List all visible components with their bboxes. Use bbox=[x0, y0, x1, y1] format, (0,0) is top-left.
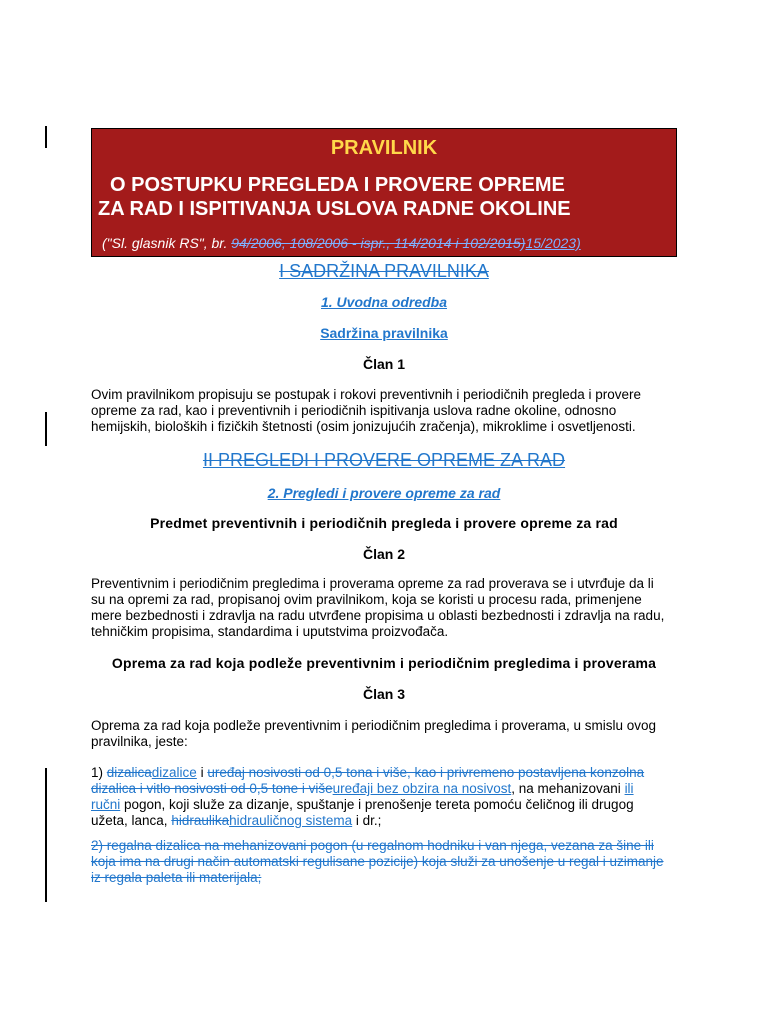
gazette-prefix: ("Sl. glasnik RS", br. bbox=[102, 235, 232, 251]
article-2-row bbox=[91, 546, 677, 564]
document-subtitle-line2: ZA RAD I ISPITIVANJA USLOVA RADNE OKOLINE bbox=[98, 198, 571, 220]
plain-text: , na mehanizovani bbox=[511, 781, 625, 796]
gazette-inserted[interactable]: 15/2023) bbox=[525, 235, 581, 251]
section2-subheading[interactable]: 2. Pregledi i provere opreme za rad bbox=[267, 485, 501, 501]
inserted-text[interactable]: ručni bbox=[91, 797, 121, 812]
text-line: Preventivnim i periodičnim pregledima i proverama opreme za rad proverava se i utvrđuje da li bbox=[91, 576, 654, 591]
item-number: 1) bbox=[91, 765, 107, 780]
text-line: su na opremi za rad, propisanoj ovim pravilnikom, koja se koristi u procesu rada, primenjene bbox=[91, 592, 642, 607]
text-line: Ovim pravilnikom propisuju se postupak i rokovi preventivnih i periodičnih pregleda i provere bbox=[91, 387, 642, 402]
section2-sub-row bbox=[91, 485, 677, 503]
section3-bold-heading: Oprema za rad koja podleže preventivnim i periodičnim pregledima i proverama bbox=[111, 655, 657, 671]
article-3-item-1 bbox=[91, 765, 691, 829]
text-line bbox=[91, 797, 691, 813]
section1-heading[interactable]: I SADRŽINA PRAVILNIKA bbox=[279, 261, 489, 281]
plain-text: pogon, koji služe za dizanje, spuštanje i prenošenje tereta pomoću čeličnog ili drugog bbox=[120, 797, 634, 812]
article-1-row bbox=[91, 356, 677, 374]
article-2-text bbox=[91, 576, 691, 640]
article-1-text bbox=[91, 387, 691, 435]
article-3-intro bbox=[91, 718, 691, 750]
deleted-text[interactable]: uređaj nosivosti od 0,5 tona i više, kao i privremeno postavljena konzolna bbox=[207, 765, 645, 780]
section1-sub2-row bbox=[91, 325, 677, 343]
inserted-text[interactable]: uređaji bez obzira na nosivost bbox=[332, 781, 512, 796]
title-box bbox=[91, 128, 677, 257]
plain-text: i bbox=[196, 765, 208, 780]
article-1-label: Član 1 bbox=[362, 356, 405, 372]
change-bar bbox=[45, 768, 47, 902]
deleted-text-line[interactable]: koja ima na drugi način automatski regulisane pozicije) koja služi za unošenje u regal i uzimanje bbox=[91, 854, 664, 869]
text-line: hemijskih, bioloških i fizičkih štetnosti (osim jonizujućih zračenja), mikroklime i osvetljenosti. bbox=[91, 419, 636, 434]
text-line: pravilnika, jeste: bbox=[91, 734, 188, 749]
text-line bbox=[91, 813, 691, 829]
section3-bold-heading-row bbox=[91, 655, 677, 673]
text-line: mere bezbednosti i zdravlja na radu utvrđene propisima u oblasti bezbednosti i zdravlja na radu, bbox=[91, 608, 665, 623]
section1-heading-row bbox=[91, 261, 677, 282]
gazette-reference bbox=[102, 235, 581, 251]
change-bar bbox=[45, 412, 47, 446]
article-3-row bbox=[91, 686, 677, 704]
text-line bbox=[91, 781, 691, 797]
article-3-label: Član 3 bbox=[362, 686, 405, 702]
deleted-text-line[interactable]: 2) regalna dizalica na mehanizovani pogon (u regalnom hodniku i van njega, vezana za šine ili bbox=[91, 838, 654, 853]
section2-heading[interactable]: II PREGLEDI I PROVERE OPREME ZA RAD bbox=[202, 450, 566, 470]
inserted-text[interactable]: ili bbox=[624, 781, 634, 796]
section2-heading-row bbox=[91, 450, 677, 471]
document-title: PRAVILNIK bbox=[330, 137, 438, 159]
inserted-text[interactable]: hidrauličnog sistema bbox=[229, 813, 353, 828]
deleted-text-line[interactable]: iz regala paleta ili materijala; bbox=[91, 870, 262, 885]
article-2-label: Član 2 bbox=[362, 546, 405, 562]
deleted-text[interactable]: hidraulika bbox=[171, 813, 230, 828]
article-3-item-2 bbox=[91, 838, 691, 886]
text-line: tehničkim propisima, standardima i uputstvima proizvođača. bbox=[91, 624, 449, 639]
gazette-deleted[interactable]: 94/2006, 108/2006 - ispr., 114/2014 i 102/2015) bbox=[231, 235, 526, 251]
plain-text: i dr.; bbox=[352, 813, 382, 828]
deleted-text[interactable]: dizalica bbox=[106, 765, 152, 780]
inserted-text[interactable]: dizalice bbox=[151, 765, 197, 780]
section1-sub-row bbox=[91, 294, 677, 312]
text-line: opreme za rad, kao i preventivnih i periodičnih ispitivanja uslova radne okoline, odnosno bbox=[91, 403, 617, 418]
section2-bold-heading: Predmet preventivnih i periodičnih pregleda i provere opreme za rad bbox=[150, 515, 618, 531]
text-line bbox=[91, 765, 691, 781]
section1-subheading2[interactable]: Sadržina pravilnika bbox=[320, 325, 448, 341]
document-subtitle-line1: O POSTUPKU PREGLEDA I PROVERE OPREME bbox=[110, 174, 565, 196]
section2-bold-heading-row bbox=[91, 515, 677, 533]
plain-text: užeta, lanca, bbox=[91, 813, 172, 828]
section1-subheading[interactable]: 1. Uvodna odredba bbox=[320, 294, 448, 310]
change-bar bbox=[45, 126, 47, 148]
text-line: Oprema za rad koja podleže preventivnim i periodičnim pregledima i proverama, u smislu ovog bbox=[91, 718, 657, 733]
deleted-text[interactable]: dizalica i vitlo nosivosti od 0,5 tone i više bbox=[91, 781, 333, 796]
